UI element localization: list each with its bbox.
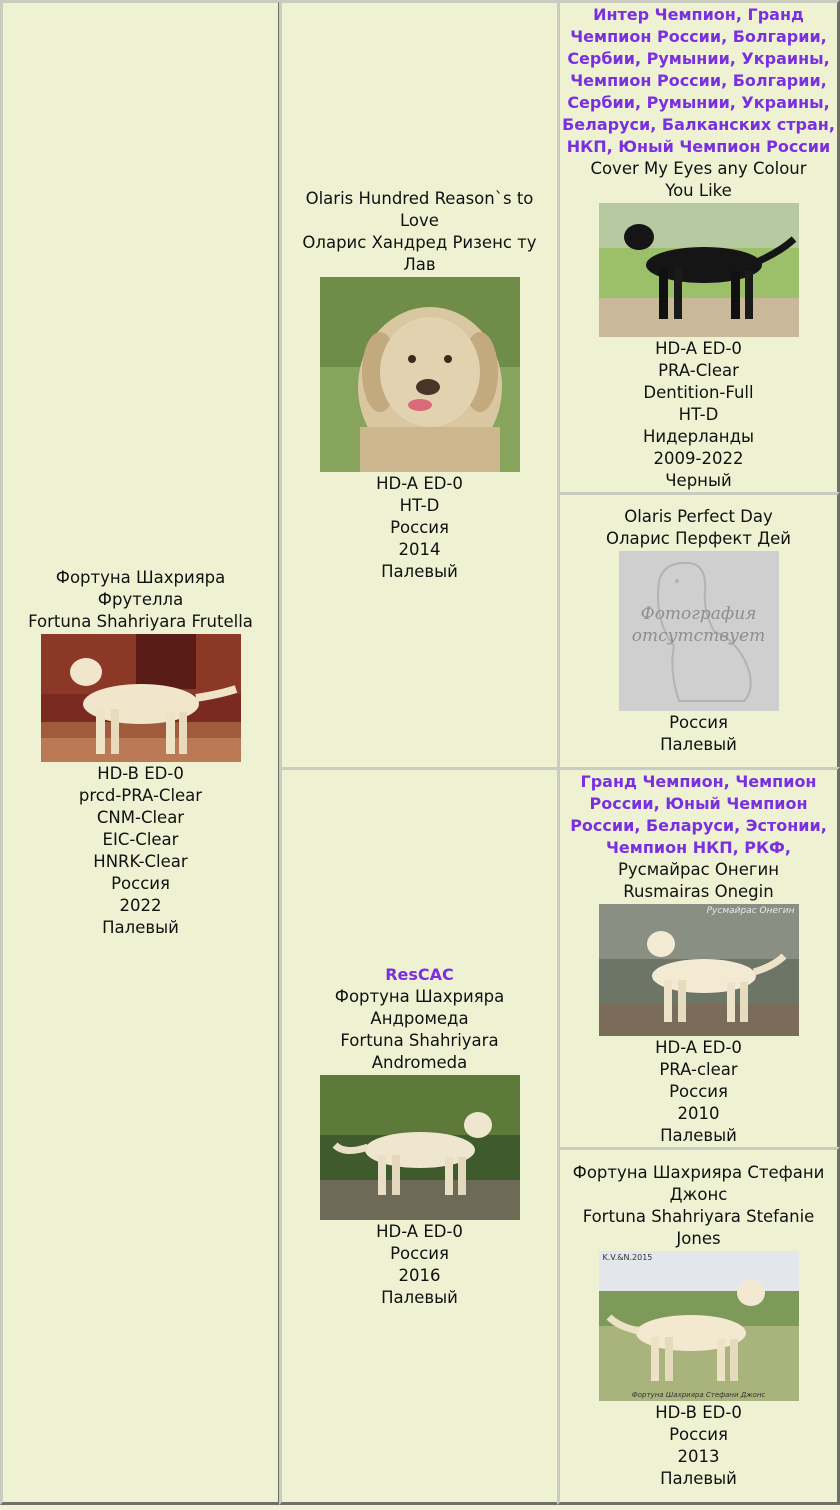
dam-sire-photo[interactable] [599, 904, 799, 1036]
dam-dam-name-en-1: Fortuna Shahriyara Stefanie [582, 1207, 815, 1226]
dam-dam-year: 2013 [677, 1447, 720, 1466]
dam-dam-country: Россия [669, 1425, 728, 1444]
sire-sire-test-2: PRA-Clear [658, 360, 739, 380]
dam-sire-title-3: России, Беларуси, Эстонии, [570, 815, 827, 835]
dam-dam-photo-caption-bottom: Фортуна Шахрияра Стефани Джонс [631, 1391, 766, 1399]
sire-sire-title-6: Беларуси, Балканских стран, [562, 114, 835, 134]
sire-sire-years: 2009-2022 [653, 448, 744, 468]
cell-dam-sire [557, 767, 840, 1150]
cell-dam [279, 767, 560, 1505]
dam-dam-photo[interactable] [599, 1251, 799, 1401]
cell-sire [279, 0, 560, 770]
subject-name-en: Fortuna Shahriyara Frutella [28, 611, 253, 631]
subject-test-3: CNM-Clear [96, 807, 185, 827]
sire-test-1: HD-A ED-0 [376, 473, 463, 493]
dam-sire-color: Палевый [660, 1125, 737, 1145]
sire-dam-name-ru: Оларис Перфект Дей [605, 529, 792, 548]
sire-dam-color: Палевый [660, 735, 737, 754]
subject-name-ru-2: Фрутелла [97, 589, 184, 609]
sire-year: 2014 [398, 539, 441, 559]
dam-sire-test-1: HD-A ED-0 [655, 1037, 742, 1057]
dam-test-1: HD-A ED-0 [376, 1221, 463, 1241]
dam-name-en-2: Andromeda [371, 1052, 468, 1072]
sire-sire-country: Нидерланды [642, 426, 755, 446]
subject-test-2: prcd-PRA-Clear [78, 785, 203, 805]
dam-sire-title-2: России, Юный Чемпион [589, 793, 808, 813]
sire-sire-title-2: Чемпион России, Болгарии, [570, 26, 827, 46]
dam-country: Россия [390, 1243, 449, 1263]
sire-sire-title-1: Интер Чемпион, Гранд [593, 4, 804, 24]
subject-country: Россия [111, 873, 170, 893]
dam-name-en-1: Fortuna Shahriyara [340, 1030, 499, 1050]
subject-year: 2022 [119, 895, 162, 915]
sire-sire-title-4: Чемпион России, Болгарии, [570, 70, 827, 90]
sire-dam-placeholder-line-1: Фотография [640, 604, 757, 624]
dam-name-ru-1: Фортуна Шахрияра [334, 986, 505, 1006]
dam-sire-title-4: Чемпион НКП, РКФ, [606, 837, 791, 857]
cell-dam-dam [557, 1147, 840, 1505]
subject-photo[interactable] [41, 634, 241, 762]
sire-dam-photo-placeholder [619, 551, 779, 711]
dam-sire-photo-caption: Русмайрас Онегин [706, 905, 795, 916]
subject-test-1: HD-B ED-0 [97, 763, 184, 783]
sire-sire-photo[interactable] [599, 203, 799, 337]
dam-dam-name-en-2: Jones [676, 1229, 721, 1248]
sire-country: Россия [390, 517, 449, 537]
sire-name-en-2: Love [400, 210, 439, 230]
sire-photo[interactable] [320, 277, 520, 472]
dam-sire-name-ru: Русмайрас Онегин [617, 859, 780, 879]
dam-dam-name-ru-1: Фортуна Шахрияра Стефани [572, 1163, 825, 1182]
sire-sire-test-1: HD-A ED-0 [655, 338, 742, 358]
sire-name-en-1: Olaris Hundred Reason`s to [305, 188, 534, 208]
dam-sire-name-en: Rusmairas Onegin [623, 881, 774, 901]
subject-test-4: EIC-Clear [102, 829, 179, 849]
sire-color: Палевый [381, 561, 458, 581]
dam-dam-color: Палевый [660, 1469, 737, 1488]
dam-dam-photo-caption-top: K.V.&N.2015 [602, 1253, 653, 1262]
sire-dam-name-en: Olaris Perfect Day [624, 507, 773, 526]
subject-color: Палевый [102, 917, 179, 937]
sire-sire-title-3: Сербии, Румынии, Украины, [567, 48, 830, 68]
sire-sire-title-5: Сербии, Румынии, Украины, [567, 92, 830, 112]
sire-dam-country: Россия [669, 713, 728, 732]
sire-dam-placeholder-line-2: отсутствует [631, 626, 766, 646]
sire-sire-name-2: You Like [665, 180, 732, 200]
sire-sire-color: Черный [665, 470, 732, 490]
sire-sire-name-1: Cover My Eyes any Colour [590, 158, 807, 178]
sire-sire-test-4: HT-D [678, 404, 719, 424]
dam-title: ResCAC [385, 964, 454, 984]
dam-sire-year: 2010 [677, 1103, 720, 1123]
dam-sire-title-1: Гранд Чемпион, Чемпион [580, 771, 817, 791]
sire-test-2: HT-D [399, 495, 440, 515]
dam-year: 2016 [398, 1265, 441, 1285]
sire-sire-title-7: НКП, Юный Чемпион России [566, 136, 831, 156]
cell-sire-dam [557, 492, 840, 770]
dam-dam-test-1: HD-B ED-0 [655, 1403, 742, 1422]
cell-subject [0, 0, 281, 1505]
sire-name-ru-2: Лав [403, 254, 436, 274]
dam-dam-name-ru-2: Джонс [669, 1185, 728, 1204]
subject-name-ru-1: Фортуна Шахрияра [55, 567, 226, 587]
dam-name-ru-2: Андромеда [370, 1008, 469, 1028]
dam-color: Палевый [381, 1287, 458, 1307]
dam-photo[interactable] [320, 1075, 520, 1220]
sire-name-ru-1: Оларис Хандред Ризенс ту [302, 232, 537, 252]
cell-sire-sire [557, 0, 840, 495]
dam-sire-test-2: PRA-clear [659, 1059, 738, 1079]
sire-sire-test-3: Dentition-Full [643, 382, 754, 402]
subject-test-5: HNRK-Clear [93, 851, 188, 871]
dam-sire-country: Россия [669, 1081, 728, 1101]
